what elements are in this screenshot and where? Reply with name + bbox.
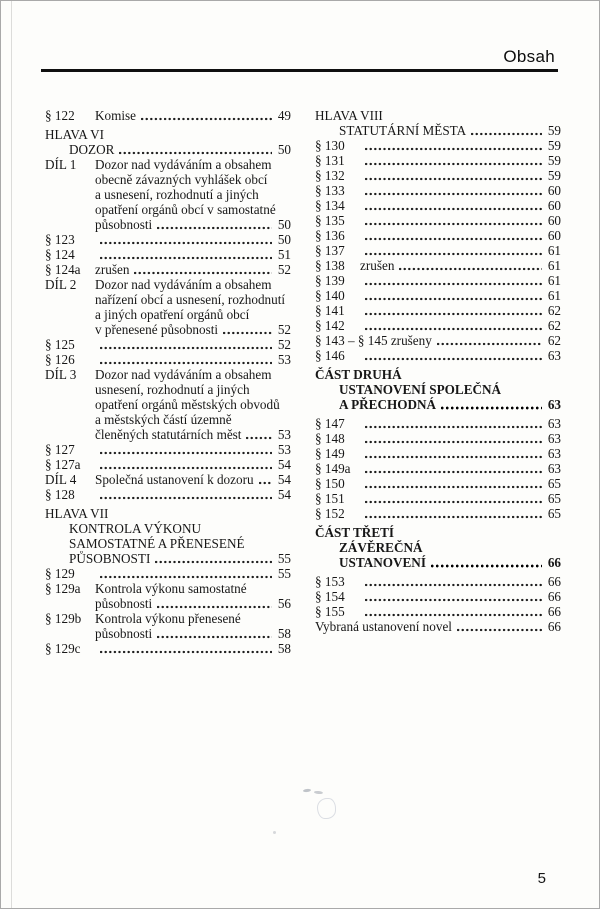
toc-column-right: [315, 108, 561, 634]
page-ref: 60: [547, 183, 561, 198]
toc-line: [315, 273, 561, 288]
entry-text: nařízení obcí a usnesení, rozhodnutí: [95, 292, 286, 307]
section-label: § 137: [315, 243, 345, 258]
entry-text: SAMOSTATNÉ A PŘENESENÉ: [69, 536, 245, 551]
dot-leader: [365, 425, 542, 429]
toc-line: [315, 525, 561, 540]
dot-leader: [365, 470, 542, 474]
toc-line: [315, 228, 561, 243]
page-ref: 66: [547, 574, 561, 589]
toc-line: [45, 566, 291, 581]
toc-line: [45, 337, 291, 352]
dot-leader: [100, 361, 272, 365]
entry-text: Vybraná ustanovení novel: [315, 619, 452, 634]
dot-leader: [399, 267, 542, 271]
toc-line: [45, 217, 291, 232]
toc-line: [45, 202, 291, 217]
section-label: § 154: [315, 589, 345, 604]
toc-line: [315, 540, 561, 555]
entry-text: § 143 – § 145 zrušeny: [315, 333, 432, 348]
toc-line: [315, 348, 561, 363]
page-ref: 59: [547, 168, 561, 183]
dot-leader: [365, 357, 542, 361]
toc-line: [315, 589, 561, 604]
dot-leader: [365, 485, 542, 489]
page-ref: 54: [277, 457, 291, 472]
dot-leader: [100, 650, 272, 654]
page-ref: 58: [277, 626, 291, 641]
toc-line: [315, 446, 561, 461]
dot-leader: [437, 342, 542, 346]
entry-text: DOZOR: [69, 142, 115, 157]
toc-line: [315, 604, 561, 619]
dot-leader: [365, 207, 542, 211]
section-label: § 149a: [315, 461, 351, 476]
page-ref: 52: [277, 262, 291, 277]
entry-text: STATUTÁRNÍ MĚSTA: [339, 123, 467, 138]
toc-line: [45, 427, 291, 442]
section-label: § 132: [315, 168, 345, 183]
section-label: § 124a: [45, 262, 81, 277]
page-ref: 62: [547, 333, 561, 348]
dot-leader: [157, 605, 272, 609]
page-ref: 58: [277, 641, 291, 656]
toc-line: [315, 198, 561, 213]
section-label: § 147: [315, 416, 345, 431]
dot-leader: [141, 117, 272, 121]
dot-leader: [100, 575, 272, 579]
page-ref: 50: [277, 142, 291, 157]
dot-leader: [100, 346, 272, 350]
dot-leader: [365, 177, 542, 181]
toc-line: [45, 232, 291, 247]
page-ref: 59: [547, 123, 561, 138]
dot-leader: [365, 297, 542, 301]
page-ref: 61: [547, 288, 561, 303]
section-label: § 129b: [45, 611, 82, 626]
toc-line: [45, 521, 291, 536]
entry-text: Dozor nad vydáváním a obsahem: [95, 157, 272, 172]
toc-line: [315, 574, 561, 589]
section-label: § 148: [315, 431, 345, 446]
entry-text: působnosti: [95, 626, 153, 641]
toc-line: [45, 397, 291, 412]
entry-text: zrušen: [360, 258, 395, 273]
section-label: DÍL 1: [45, 157, 77, 172]
dot-leader: [365, 147, 542, 151]
section-label: § 152: [315, 506, 345, 521]
toc-line: [45, 187, 291, 202]
dot-leader: [223, 331, 272, 335]
page-ref: 63: [547, 397, 561, 412]
page-ref: 66: [547, 604, 561, 619]
toc-line: [315, 123, 561, 138]
section-label: § 129c: [45, 641, 81, 656]
toc-line: [45, 626, 291, 641]
toc-line: [315, 183, 561, 198]
toc-line: [315, 555, 561, 570]
dot-leader: [471, 132, 542, 136]
entry-text: HLAVA VIII: [315, 108, 383, 123]
page-ref: 52: [277, 322, 291, 337]
dot-leader: [119, 151, 272, 155]
toc-line: [45, 367, 291, 382]
section-label: § 127: [45, 442, 75, 457]
page-ref: 62: [547, 303, 561, 318]
section-label: § 125: [45, 337, 75, 352]
page-ref: 52: [277, 337, 291, 352]
toc-line: [315, 461, 561, 476]
section-label: § 146: [315, 348, 345, 363]
section-label: § 138: [315, 258, 345, 273]
dot-leader: [100, 496, 272, 500]
toc-line: [45, 142, 291, 157]
page-ref: 51: [277, 247, 291, 262]
page-ref: 61: [547, 273, 561, 288]
toc-line: [45, 611, 291, 626]
dot-leader: [365, 583, 542, 587]
section-label: § 131: [315, 153, 345, 168]
toc-line: [45, 457, 291, 472]
page-ref: 63: [547, 461, 561, 476]
entry-text: USTANOVENÍ SPOLEČNÁ: [339, 382, 502, 397]
toc-line: [315, 288, 561, 303]
page-ref: 63: [547, 348, 561, 363]
toc-line: [45, 596, 291, 611]
toc-line: [45, 382, 291, 397]
entry-text: a městských částí územně: [95, 412, 232, 427]
section-label: § 130: [315, 138, 345, 153]
section-label: § 123: [45, 232, 75, 247]
entry-text: USTANOVENÍ: [339, 555, 426, 570]
page-ref: 60: [547, 198, 561, 213]
page-ref: 53: [277, 442, 291, 457]
entry-text: ČÁST TŘETÍ: [315, 525, 395, 540]
dot-leader: [100, 466, 272, 470]
toc-line: [315, 333, 561, 348]
toc-line: [45, 641, 291, 656]
toc-line: [315, 397, 561, 412]
toc-line: [315, 318, 561, 333]
dot-leader: [259, 481, 272, 485]
toc-line: [315, 153, 561, 168]
entry-text: A PŘECHODNÁ: [339, 397, 437, 412]
toc-column-left: [45, 108, 291, 656]
toc-line: [45, 412, 291, 427]
toc-line: [315, 243, 561, 258]
section-label: § 133: [315, 183, 345, 198]
section-label: § 151: [315, 491, 345, 506]
dot-leader: [246, 436, 272, 440]
scan-smudge: [314, 791, 323, 795]
dot-leader: [365, 440, 542, 444]
entry-text: Kontrola výkonu samostatné: [95, 581, 247, 596]
toc-line: [315, 108, 561, 123]
header-rule: [41, 69, 558, 72]
toc-line: [45, 472, 291, 487]
entry-text: obecně závazných vyhlášek obcí: [95, 172, 268, 187]
toc-line: [45, 322, 291, 337]
dot-leader: [157, 635, 272, 639]
section-label: § 149: [315, 446, 345, 461]
page-ref: 65: [547, 476, 561, 491]
page-number: 5: [537, 870, 546, 887]
entry-text: PŮSOBNOSTI: [69, 551, 151, 566]
toc-line: [45, 551, 291, 566]
page-ref: 66: [547, 589, 561, 604]
section-label: § 135: [315, 213, 345, 228]
entry-text: působnosti: [95, 596, 153, 611]
toc-line: [315, 213, 561, 228]
running-header: Obsah: [503, 47, 555, 66]
toc-line: [315, 367, 561, 382]
dot-leader: [155, 560, 272, 564]
section-label: § 127a: [45, 457, 81, 472]
section-label: § 150: [315, 476, 345, 491]
entry-text: Dozor nad vydáváním a obsahem: [95, 277, 272, 292]
dot-leader: [431, 564, 542, 568]
dot-leader: [365, 598, 542, 602]
toc-line: [315, 168, 561, 183]
page-ref: 59: [547, 138, 561, 153]
dot-leader: [365, 252, 542, 256]
toc-line: [45, 108, 291, 123]
entry-text: Komise: [95, 108, 137, 123]
page-ref: 61: [547, 258, 561, 273]
entry-text: Dozor nad vydáváním a obsahem: [95, 367, 272, 382]
toc-line: [315, 382, 561, 397]
page-ref: 63: [547, 446, 561, 461]
scan-smudge: [317, 798, 336, 819]
page-ref: 59: [547, 153, 561, 168]
dot-leader: [365, 282, 542, 286]
page-ref: 53: [277, 427, 291, 442]
page-ref: 65: [547, 506, 561, 521]
entry-text: HLAVA VI: [45, 127, 104, 142]
toc-line: [315, 431, 561, 446]
dot-leader: [365, 455, 542, 459]
page-ref: 60: [547, 228, 561, 243]
toc-line: [45, 172, 291, 187]
section-label: § 134: [315, 198, 345, 213]
toc-line: [45, 581, 291, 596]
page-ref: 53: [277, 352, 291, 367]
toc-line: [315, 138, 561, 153]
page-ref: 63: [547, 431, 561, 446]
dot-leader: [134, 271, 272, 275]
entry-text: Kontrola výkonu přenesené: [95, 611, 241, 626]
toc-line: [45, 536, 291, 551]
section-label: § 129: [45, 566, 75, 581]
section-label: § 142: [315, 318, 345, 333]
section-label: § 129a: [45, 581, 81, 596]
section-label: § 140: [315, 288, 345, 303]
dot-leader: [157, 226, 272, 230]
page-ref: 54: [277, 472, 291, 487]
entry-text: v přenesené působnosti: [95, 322, 219, 337]
entry-text: a jiných opatření orgánů obcí: [95, 307, 250, 322]
dot-leader: [457, 628, 542, 632]
dot-leader: [365, 613, 542, 617]
dot-leader: [365, 192, 542, 196]
page-ref: 50: [277, 232, 291, 247]
toc-line: [45, 307, 291, 322]
toc-line: [45, 247, 291, 262]
dot-leader: [365, 515, 542, 519]
section-label: § 122: [45, 108, 75, 123]
page-ref: 66: [547, 555, 561, 570]
section-label: § 126: [45, 352, 75, 367]
section-label: DÍL 2: [45, 277, 77, 292]
entry-text: usnesení, rozhodnutí a jiných: [95, 382, 250, 397]
entry-text: ČÁST DRUHÁ: [315, 367, 402, 382]
entry-text: Společná ustanovení k dozoru: [95, 472, 254, 487]
page-ref: 50: [277, 217, 291, 232]
toc-line: [45, 157, 291, 172]
page-ref: 55: [277, 566, 291, 581]
toc-line: [315, 506, 561, 521]
toc-line: [45, 127, 291, 142]
toc-line: [315, 619, 561, 634]
section-label: § 136: [315, 228, 345, 243]
page-ref: 60: [547, 213, 561, 228]
toc-line: [315, 476, 561, 491]
entry-text: opatření orgánů obcí v samostatné: [95, 202, 276, 217]
page-ref: 54: [277, 487, 291, 502]
dot-leader: [365, 222, 542, 226]
page-ref: 61: [547, 243, 561, 258]
dot-leader: [441, 406, 542, 410]
toc-line: [315, 491, 561, 506]
toc-line: [315, 303, 561, 318]
page-ref: 62: [547, 318, 561, 333]
dot-leader: [365, 162, 542, 166]
page-edge-line: [11, 1, 12, 908]
section-label: § 155: [315, 604, 345, 619]
toc-line: [315, 258, 561, 273]
page-ref: 55: [277, 551, 291, 566]
page-ref: 49: [277, 108, 291, 123]
dot-leader: [100, 256, 272, 260]
entry-text: KONTROLA VÝKONU: [69, 521, 201, 536]
section-label: § 128: [45, 487, 75, 502]
toc-line: [315, 416, 561, 431]
section-label: § 124: [45, 247, 75, 262]
scan-smudge: [303, 789, 311, 793]
page-ref: 65: [547, 491, 561, 506]
dot-leader: [365, 327, 542, 331]
entry-text: ZÁVĚREČNÁ: [339, 540, 423, 555]
section-label: DÍL 3: [45, 367, 77, 382]
scan-smudge: [273, 831, 276, 834]
page-ref: 66: [547, 619, 561, 634]
entry-text: a usnesení, rozhodnutí a jiných: [95, 187, 259, 202]
toc-line: [45, 506, 291, 521]
dot-leader: [365, 312, 542, 316]
toc-line: [45, 442, 291, 457]
page-ref: 56: [277, 596, 291, 611]
section-label: § 153: [315, 574, 345, 589]
section-label: § 141: [315, 303, 345, 318]
toc-line: [45, 292, 291, 307]
section-label: DÍL 4: [45, 472, 77, 487]
dot-leader: [365, 500, 542, 504]
dot-leader: [100, 451, 272, 455]
toc-line: [45, 262, 291, 277]
entry-text: HLAVA VII: [45, 506, 109, 521]
entry-text: působnosti: [95, 217, 153, 232]
entry-text: opatření orgánů městských obvodů: [95, 397, 280, 412]
entry-text: členěných statutárních měst: [95, 427, 242, 442]
toc-line: [45, 352, 291, 367]
toc-line: [45, 277, 291, 292]
dot-leader: [365, 237, 542, 241]
section-label: § 139: [315, 273, 345, 288]
toc-line: [45, 487, 291, 502]
entry-text: zrušen: [95, 262, 130, 277]
dot-leader: [100, 241, 272, 245]
page-ref: 63: [547, 416, 561, 431]
